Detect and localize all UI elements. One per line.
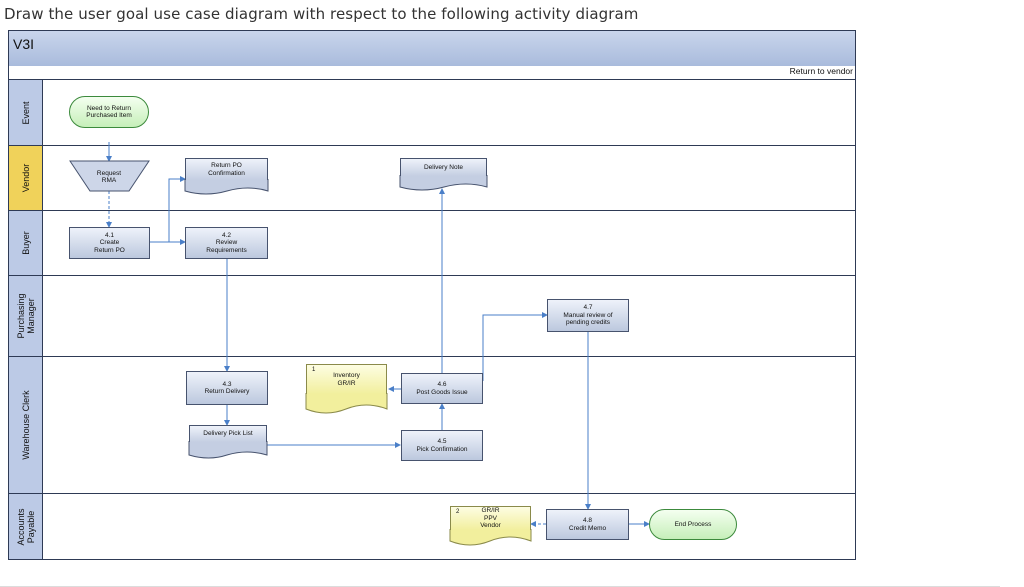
- lane-label-purchasing-manager: Purchasing Manager: [9, 276, 43, 356]
- doc-bottom-grir: [450, 529, 531, 545]
- end-event: End Process: [649, 509, 737, 540]
- delivery-pick-list: Delivery Pick List: [189, 425, 267, 442]
- task-create-return-po: 4.1 Create Return PO: [69, 227, 150, 259]
- request-rma: Request RMA: [96, 169, 122, 184]
- task-credit-memo: 4.8 Credit Memo: [546, 509, 629, 540]
- flow-to-return-po-conf: [169, 179, 185, 242]
- doc-bottom-inventory: [306, 393, 387, 413]
- pool-title: V3I: [13, 36, 35, 52]
- lane-label-accounts-payable: Accounts Payable: [9, 494, 43, 559]
- subprocess-title: Return to vendor: [789, 66, 853, 76]
- return-po-confirmation: Return PO Confirmation: [185, 158, 268, 180]
- question-text: Draw the user goal use case diagram with respect to the following activity diagram: [4, 5, 639, 23]
- annotation-inventory: 1 Inventory GR/IR: [306, 364, 387, 394]
- lane-label-buyer: Buyer: [9, 211, 43, 275]
- delivery-note: Delivery Note: [400, 158, 487, 176]
- lane-label-vendor: Vendor: [9, 146, 43, 210]
- task-review-requirements: 4.2 Review Requirements: [185, 227, 268, 259]
- task-pick-confirmation: 4.5 Pick Confirmation: [401, 430, 483, 461]
- task-manual-review: 4.7 Manual review of pending credits: [547, 299, 629, 332]
- activity-diagram: [8, 30, 856, 560]
- doc-bottom-return-po: [185, 179, 268, 194]
- task-post-goods-issue: 4.6 Post Goods Issue: [401, 373, 483, 404]
- start-event: Need to Return Purchased Item: [69, 96, 149, 128]
- task-return-delivery: 4.3 Return Delivery: [186, 371, 268, 405]
- annotation-grir-ppv-vendor: 2 GR/IR PPV Vendor: [450, 506, 531, 530]
- flow-post-goods-to-manual-review: [483, 315, 547, 381]
- lane-label-event: Event: [9, 80, 43, 145]
- lane-label-warehouse-clerk: Warehouse Clerk: [9, 357, 43, 493]
- doc-bottom-delivery-note: [400, 175, 487, 190]
- doc-bottom-picklist: [189, 441, 267, 458]
